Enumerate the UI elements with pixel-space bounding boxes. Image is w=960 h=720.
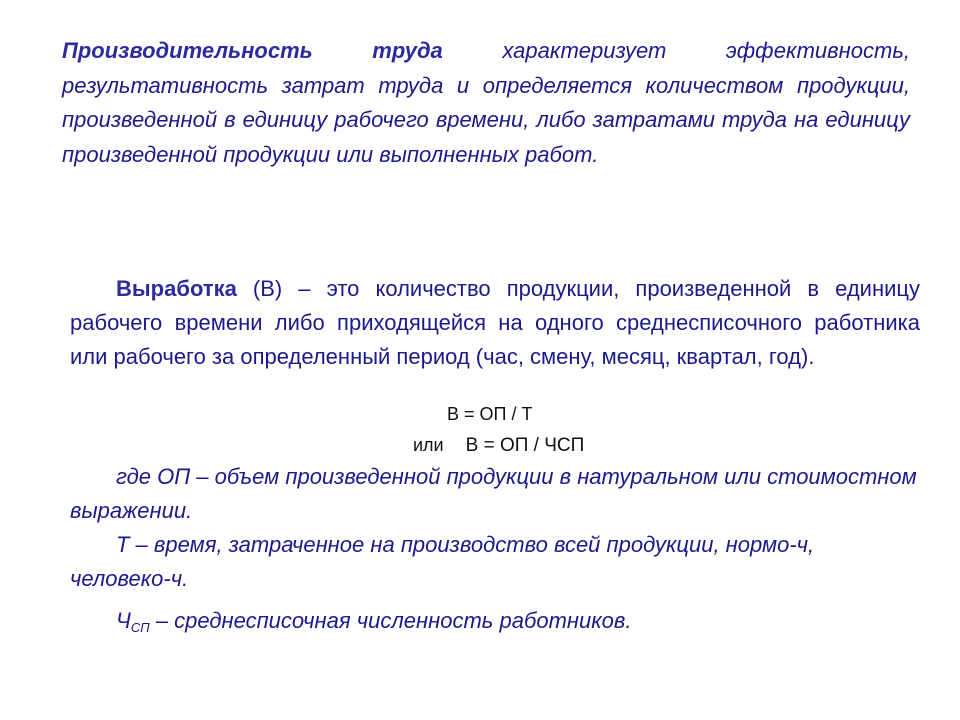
productivity-text: характеризует эффективность, результативность затрат труда и определяется количеством продукции, произведенной в единицу рабочего времени, либо затратами труда на единицу произведенной продукции или выполненных работ. [62,38,911,167]
variable-t: Т – время, затраченное на производство всей продукции, нормо-ч, человеко-ч. [70,532,815,591]
variable-chsp [70,604,920,645]
formula-or-label: или [413,435,444,455]
variable-chsp-text: – среднесписочная численность работников. [149,608,632,633]
productivity-definition [62,34,910,172]
formula2-expression: В = ОП / ЧСП [465,435,585,456]
variable-op: где ОП – объем произведенной продукции в натуральном или стоимостном выражении. [70,464,917,523]
productivity-term: Производительность труда [62,38,443,63]
output-term: Выработка [116,276,237,301]
output-definition [70,272,920,374]
variable-chsp-subscript: СП [130,620,150,635]
variable-definitions [70,460,920,645]
formula-output-per-employee [413,435,584,457]
output-paragraph [70,272,920,374]
variable-chsp-symbol: Ч [116,608,131,633]
formula-output-per-time: В = ОП / Т [447,404,533,424]
output-text: (В) – это количество продукции, произведенной в единицу рабочего времени либо приходящейся на одного среднесписочного работника или рабочего за определенный период (час, смену, месяц, квартал, год). [70,276,920,369]
